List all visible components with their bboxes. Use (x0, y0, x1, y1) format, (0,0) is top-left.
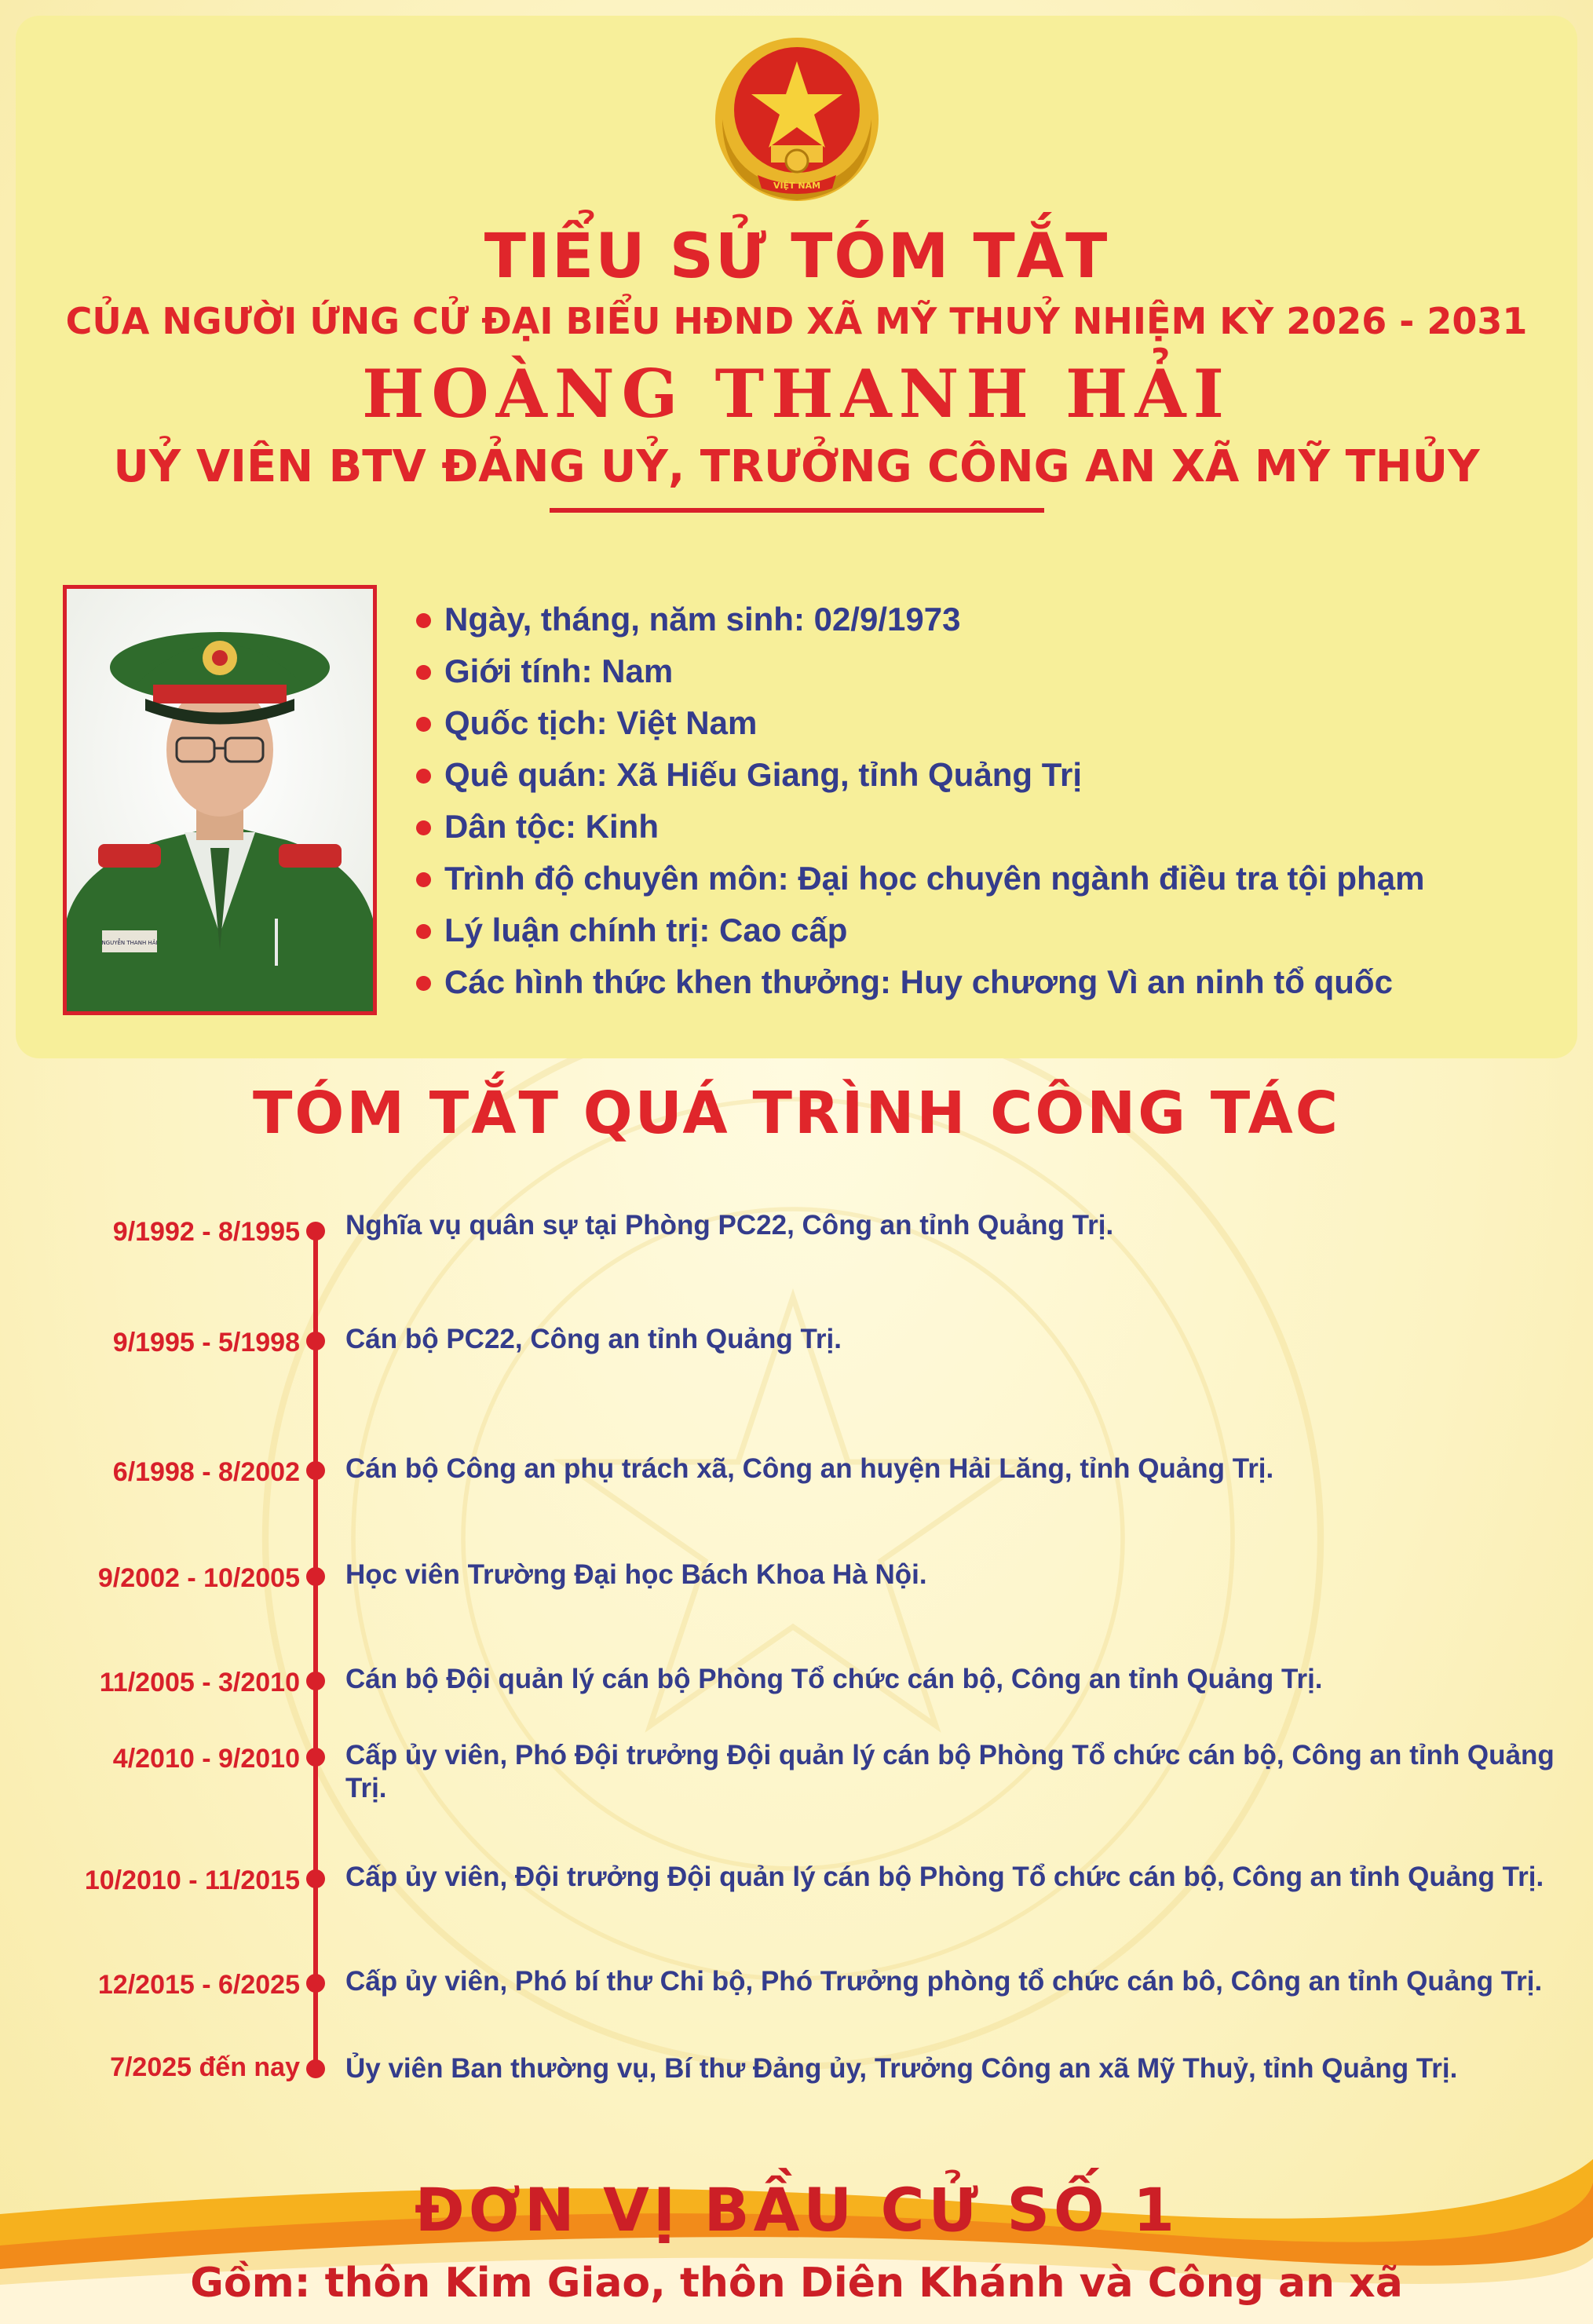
profile-awards: Các hình thức khen thưởng: Huy chương Vì an ninh tổ quốc (416, 956, 1570, 1008)
profile-education: Trình độ chuyên môn: Đại học chuyên ngành điều tra tội phạm (416, 853, 1570, 904)
timeline-period: 9/1995 - 5/1998 (112, 1328, 300, 1357)
timeline-period: 6/1998 - 8/2002 (112, 1457, 300, 1487)
electoral-unit-areas: Gồm: thôn Kim Giao, thôn Diên Khánh và Công an xã (190, 2260, 1403, 2307)
profile-birthdate: Ngày, tháng, năm sinh: 02/9/1973 (416, 594, 1570, 645)
timeline-description: Ủy viên Ban thường vụ, Bí thư Đảng ủy, Trưởng Công an xã Mỹ Thuỷ, tỉnh Quảng Trị. (345, 2053, 1458, 2084)
timeline-period: 10/2010 - 11/2015 (84, 1865, 300, 1895)
timeline-period: 7/2025 đến nay (110, 2052, 300, 2082)
timeline-period: 12/2015 - 6/2025 (97, 1970, 300, 2000)
timeline-description: Cán bộ PC22, Công an tỉnh Quảng Trị. (345, 1324, 842, 1354)
candidate-name: HOÀNG THANH HẢI (362, 355, 1231, 433)
candidate-position: UỶ VIÊN BTV ĐẢNG UỶ, TRƯỞNG CÔNG AN XÃ MỸ THỦY (113, 441, 1480, 492)
timeline-dot-icon (306, 1332, 325, 1350)
timeline-period: 4/2010 - 9/2010 (112, 1744, 300, 1774)
timeline-dot-icon (306, 1672, 325, 1690)
timeline-period: 9/2002 - 10/2005 (97, 1563, 300, 1593)
document-subtitle: CỦA NGƯỜI ỨNG CỬ ĐẠI BIỂU HĐND XÃ MỸ THUỶ NHIỆM KỲ 2026 - 2031 (65, 300, 1528, 342)
profile-political-theory: Lý luận chính trị: Cao cấp (416, 904, 1570, 956)
profile-gender: Giới tính: Nam (416, 645, 1570, 697)
timeline-description: Cấp ủy viên, Đội trưởng Đội quản lý cán bộ Phòng Tổ chức cán bộ, Công an tỉnh Quảng Trị. (345, 1862, 1544, 1892)
timeline-dot-icon (306, 1748, 325, 1767)
timeline-description: Cấp ủy viên, Phó bí thư Chi bộ, Phó Trưởng phòng tổ chức cán bô, Công an tỉnh Quảng Trị. (345, 1966, 1543, 1997)
profile-nationality: Quốc tịch: Việt Nam (416, 697, 1570, 749)
timeline-description: Nghĩa vụ quân sự tại Phòng PC22, Công an tỉnh Quảng Trị. (345, 1210, 1114, 1241)
timeline-dot-icon (306, 1222, 325, 1241)
electoral-unit-title: ĐƠN VỊ BẦU CỬ SỐ 1 (414, 2175, 1179, 2245)
timeline-description: Học viên Trường Đại học Bách Khoa Hà Nội. (345, 1559, 927, 1590)
timeline-description: Cán bộ Công an phụ trách xã, Công an huyện Hải Lăng, tỉnh Quảng Trị. (345, 1453, 1274, 1484)
svg-text:VIỆT NAM: VIỆT NAM (773, 181, 821, 191)
timeline-period: 11/2005 - 3/2010 (99, 1668, 300, 1697)
document-title: TIỂU SỬ TÓM TẮT (484, 221, 1109, 292)
timeline-dot-icon (306, 1461, 325, 1480)
timeline-dot-icon (306, 1974, 325, 1993)
timeline-dot-icon (306, 1869, 325, 1888)
timeline-dot-icon (306, 1567, 325, 1586)
profile-hometown: Quê quán: Xã Hiếu Giang, tỉnh Quảng Trị (416, 749, 1570, 801)
photo-badge: NGUYỄN THANH HẢI (101, 940, 158, 946)
timeline-description: Cấp ủy viên, Phó Đội trưởng Đội quản lý cán bộ Phòng Tổ chức cán bộ, Công an tỉnh Quảng Trị. (345, 1740, 1555, 1803)
timeline-description: Cán bộ Đội quản lý cán bộ Phòng Tổ chức cán bộ, Công an tỉnh Quảng Trị. (345, 1664, 1323, 1694)
timeline-period: 9/1992 - 8/1995 (112, 1217, 300, 1247)
timeline-line (313, 1230, 318, 2077)
career-section-title: TÓM TẮT QUÁ TRÌNH CÔNG TÁC (252, 1080, 1341, 1147)
profile-ethnicity: Dân tộc: Kinh (416, 801, 1570, 853)
timeline-dot-icon (306, 2059, 325, 2078)
